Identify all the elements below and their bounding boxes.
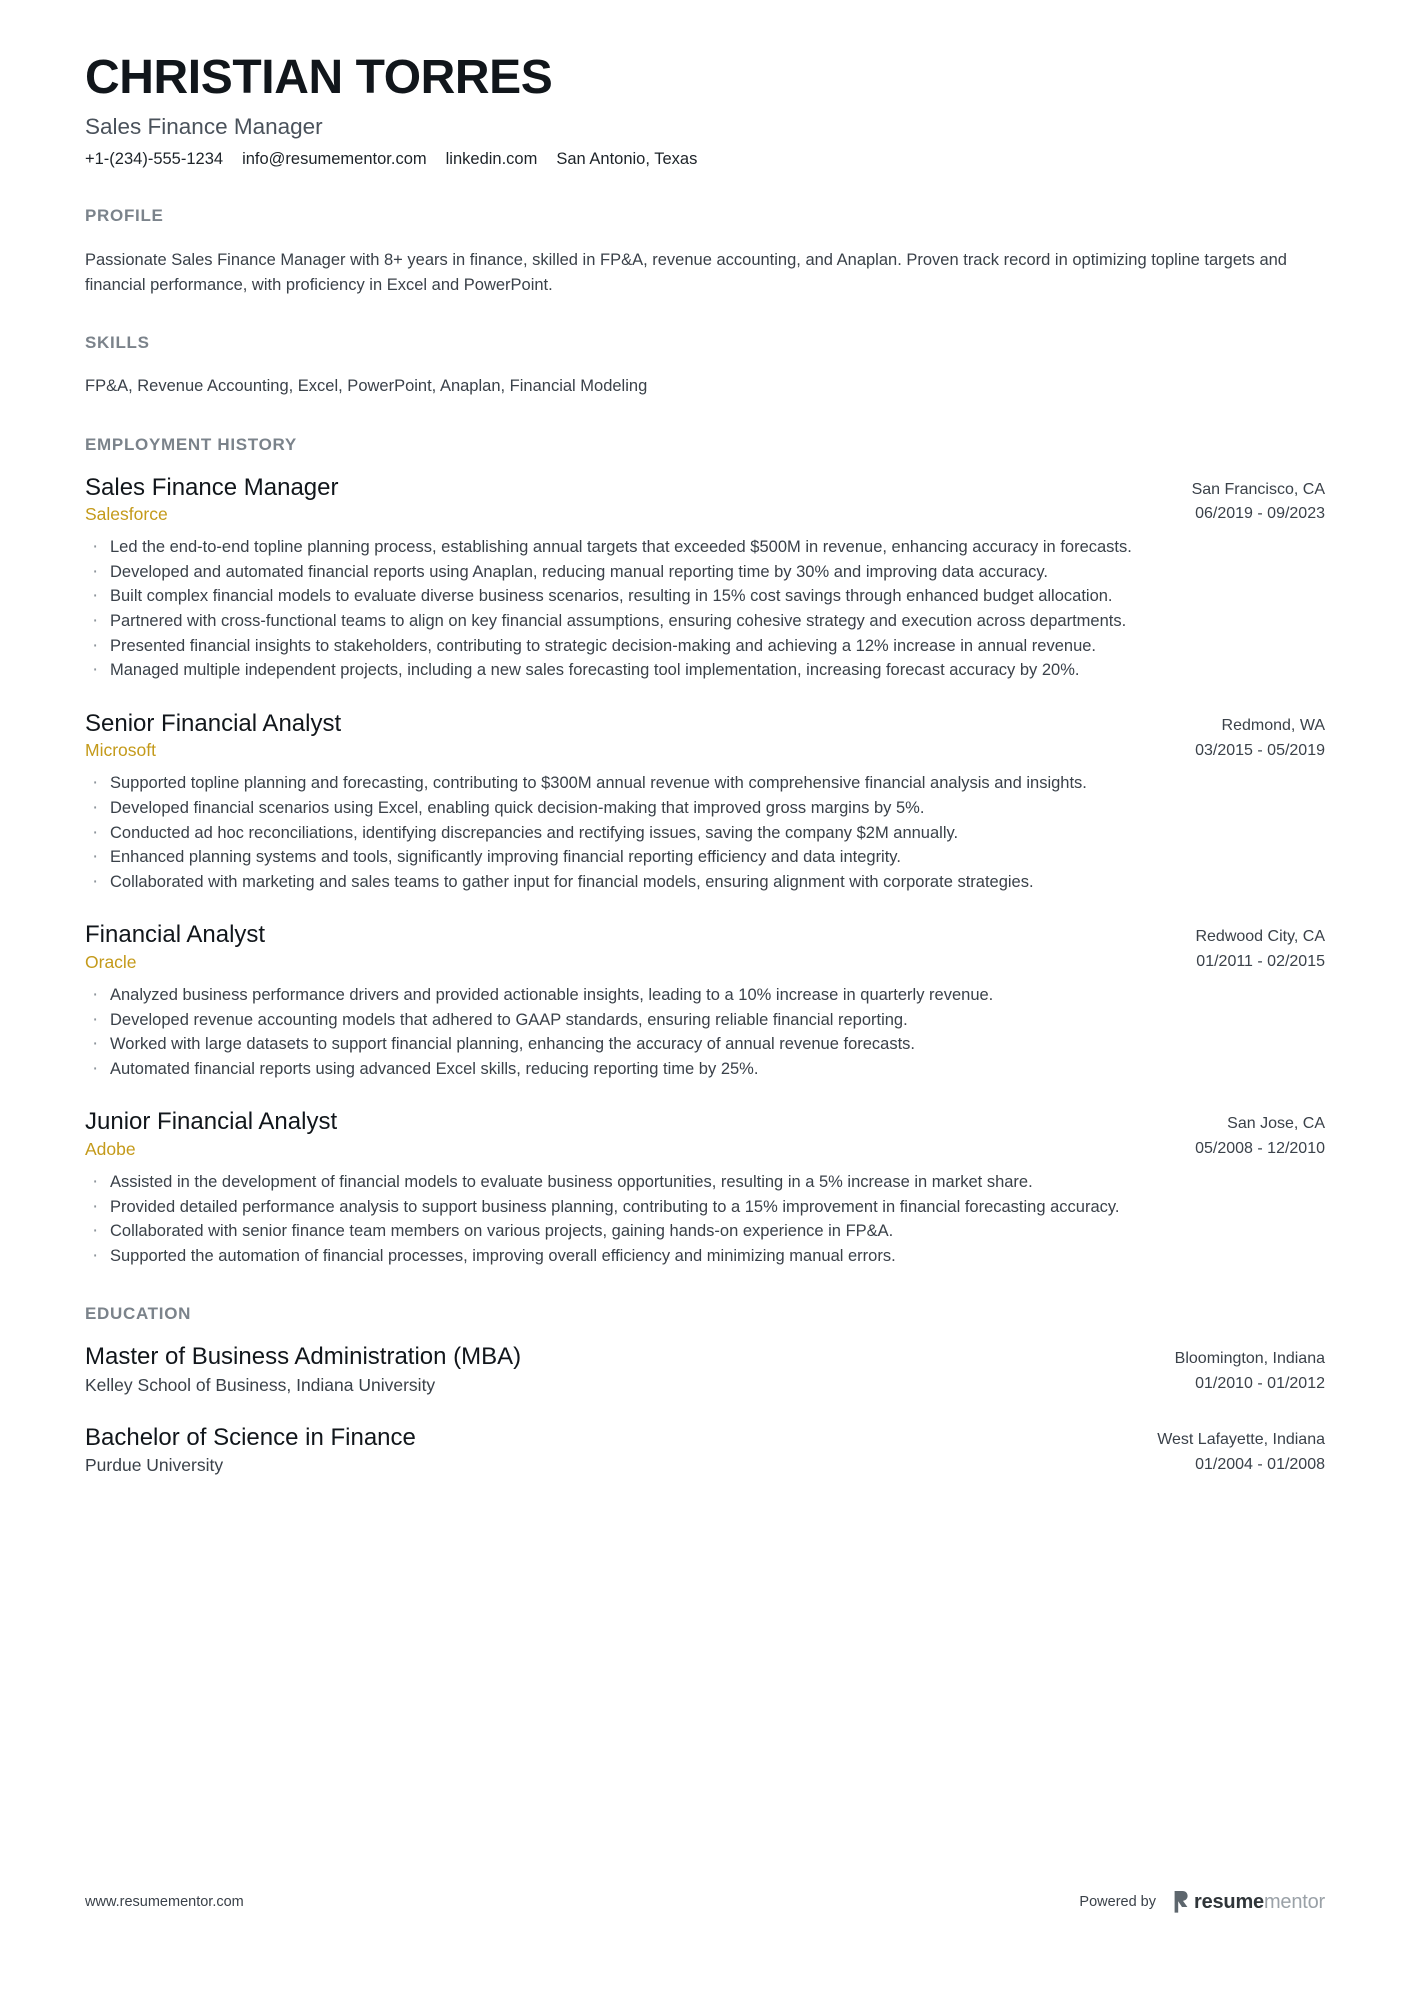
- employment-entry-main: [85, 473, 1168, 526]
- employment-company: Salesforce: [85, 503, 168, 524]
- employment-entry-header: [85, 709, 1325, 764]
- education-entry-main: [85, 1423, 1133, 1477]
- list-item: · Collaborated with marketing and sales teams to gather input for financial models, ensuring alignment with corporate strategies.: [85, 871, 1325, 895]
- employment-dates: 01/2011 - 02/2015: [1196, 953, 1325, 971]
- employment-entry-meta: [1171, 709, 1325, 764]
- list-item: · Automated financial reports using advanced Excel skills, reducing reporting time by 25%.: [85, 1058, 1325, 1082]
- employment-entry-meta: [1171, 1107, 1325, 1162]
- employment-dates: 06/2019 - 09/2023: [1195, 505, 1325, 523]
- education-location: West Lafayette, Indiana: [1157, 1430, 1325, 1448]
- employment-entry: [85, 709, 1325, 895]
- education-entry-main: [85, 1342, 1151, 1396]
- education-entry-meta: [1133, 1423, 1325, 1478]
- employment-bullet-list: [85, 1171, 1325, 1268]
- employment-bullet-list: [85, 984, 1325, 1081]
- employment-role: Sales Finance Manager: [85, 473, 339, 501]
- list-item: · Built complex financial models to evaluate diverse business scenarios, resulting in 15% cost savings through enhanced budget allocation.: [85, 585, 1325, 609]
- header-job-title: Sales Finance Manager: [85, 113, 323, 139]
- employment-company: Adobe: [85, 1138, 136, 1159]
- section-skills: [85, 333, 1325, 399]
- employment-location: Redwood City, CA: [1195, 928, 1325, 946]
- employment-entry-header: [85, 473, 1325, 528]
- list-item: · Managed multiple independent projects, including a new sales forecasting tool implementation, increasing forecast accuracy by 20%.: [85, 659, 1325, 683]
- employment-entry: [85, 920, 1325, 1081]
- section-profile: [85, 206, 1325, 297]
- contact-linkedin[interactable]: linkedin.com: [445, 149, 538, 168]
- list-item: · Developed financial scenarios using Excel, enabling quick decision-making that improved gross margins by 5%.: [85, 797, 1325, 821]
- contact-email[interactable]: info@resumementor.com: [242, 149, 427, 168]
- footer-branding: [1079, 1891, 1325, 1913]
- section-employment-history: [85, 435, 1325, 1269]
- resumementor-mark-icon: [1173, 1891, 1188, 1913]
- employment-entry-main: [85, 1107, 1171, 1160]
- employment-entry-meta: [1171, 920, 1325, 975]
- list-item: · Analyzed business performance drivers and provided actionable insights, leading to a 10% increase in quarterly revenue.: [85, 984, 1325, 1008]
- education-entry-meta: [1151, 1342, 1325, 1397]
- education-entry: [85, 1423, 1325, 1478]
- employment-location: San Francisco, CA: [1191, 480, 1325, 498]
- education-entry: [85, 1342, 1325, 1397]
- education-entry-header: [85, 1342, 1325, 1397]
- list-item: · Presented financial insights to stakeholders, contributing to strategic decision-making and achieving a 12% increase in annual revenue.: [85, 635, 1325, 659]
- section-heading-employment: EMPLOYMENT HISTORY: [85, 434, 297, 454]
- employment-location: San Jose, CA: [1227, 1115, 1325, 1133]
- education-dates: 01/2010 - 01/2012: [1195, 1375, 1325, 1393]
- education-location: Bloomington, Indiana: [1174, 1350, 1325, 1368]
- list-item: · Partnered with cross-functional teams to align on key financial assumptions, ensuring cohesive strategy and execution across departments.: [85, 610, 1325, 634]
- education-school: Kelley School of Business, Indiana University: [85, 1374, 436, 1395]
- education-school: Purdue University: [85, 1455, 224, 1476]
- contact-phone: +1-(234)-555-1234: [85, 149, 224, 168]
- skills-text: FP&A, Revenue Accounting, Excel, PowerPoint, Anaplan, Financial Modeling: [85, 376, 648, 395]
- brand-word-light: mentor: [1263, 1891, 1325, 1913]
- resume-header: [85, 0, 1325, 170]
- profile-text: Passionate Sales Finance Manager with 8+ years in finance, skilled in FP&A, revenue accounting, and Anaplan. Proven track record in optimizing topline targets and financial performance, with proficiency in Excel and PowerPoint.: [85, 251, 1287, 294]
- employment-role: Junior Financial Analyst: [85, 1108, 338, 1136]
- employment-company: Oracle: [85, 951, 137, 972]
- list-item: · Supported topline planning and forecasting, contributing to $300M annual revenue with comprehensive financial analysis and insights.: [85, 772, 1325, 796]
- education-entry-header: [85, 1423, 1325, 1478]
- page-footer: [85, 1891, 1325, 1913]
- employment-entry: [85, 473, 1325, 683]
- resumementor-logo: [1173, 1891, 1325, 1913]
- list-item: · Provided detailed performance analysis to support business planning, contributing to a 15% improvement in financial forecasting accuracy.: [85, 1196, 1325, 1220]
- employment-entry-header: [85, 1107, 1325, 1162]
- employment-company: Microsoft: [85, 740, 156, 761]
- section-heading-education: EDUCATION: [85, 1304, 192, 1324]
- section-heading-profile: PROFILE: [85, 206, 164, 226]
- brand-word-bold: resume: [1194, 1891, 1264, 1913]
- list-item: · Enhanced planning systems and tools, significantly improving financial reporting efficiency and data integrity.: [85, 846, 1325, 870]
- footer-website-url[interactable]: www.resumementor.com: [85, 1894, 244, 1910]
- employment-dates: 03/2015 - 05/2019: [1195, 741, 1325, 759]
- education-dates: 01/2004 - 01/2008: [1195, 1455, 1325, 1473]
- section-heading-skills: SKILLS: [85, 332, 150, 352]
- list-item: · Developed revenue accounting models that adhered to GAAP standards, ensuring reliable financial reporting.: [85, 1009, 1325, 1033]
- employment-entry-main: [85, 920, 1171, 973]
- employment-bullet-list: [85, 772, 1325, 894]
- list-item: · Developed and automated financial reports using Anaplan, reducing manual reporting time by 30% and improving data accuracy.: [85, 561, 1325, 585]
- employment-entry-main: [85, 709, 1171, 762]
- list-item: · Led the end-to-end topline planning process, establishing annual targets that exceeded $500M in revenue, enhancing accuracy in forecasts.: [85, 536, 1325, 560]
- list-item: · Collaborated with senior finance team members on various projects, gaining hands-on experience in FP&A.: [85, 1220, 1325, 1244]
- employment-entry: [85, 1107, 1325, 1268]
- powered-by-label: Powered by: [1079, 1894, 1156, 1910]
- list-item: · Conducted ad hoc reconciliations, identifying discrepancies and rectifying issues, saving the company $2M annually.: [85, 822, 1325, 846]
- education-degree: Master of Business Administration (MBA): [85, 1343, 522, 1371]
- employment-role: Senior Financial Analyst: [85, 709, 342, 737]
- page-title: CHRISTIAN TORRES: [85, 51, 553, 104]
- list-item: · Supported the automation of financial processes, improving overall efficiency and minimizing manual errors.: [85, 1245, 1325, 1269]
- employment-role: Financial Analyst: [85, 921, 266, 949]
- contact-location: San Antonio, Texas: [556, 149, 698, 168]
- employment-bullet-list: [85, 536, 1325, 683]
- list-item: · Assisted in the development of financial models to evaluate business opportunities, resulting in a 5% increase in market share.: [85, 1171, 1325, 1195]
- education-degree: Bachelor of Science in Finance: [85, 1423, 416, 1451]
- employment-dates: 05/2008 - 12/2010: [1195, 1140, 1325, 1158]
- resumementor-wordmark: [1194, 1892, 1325, 1912]
- employment-entry-meta: [1168, 473, 1325, 528]
- employment-entry-header: [85, 920, 1325, 975]
- contact-line: [85, 149, 1325, 170]
- section-education: [85, 1304, 1325, 1477]
- list-item: · Worked with large datasets to support financial planning, enhancing the accuracy of annual revenue forecasts.: [85, 1033, 1325, 1057]
- employment-location: Redmond, WA: [1221, 716, 1325, 734]
